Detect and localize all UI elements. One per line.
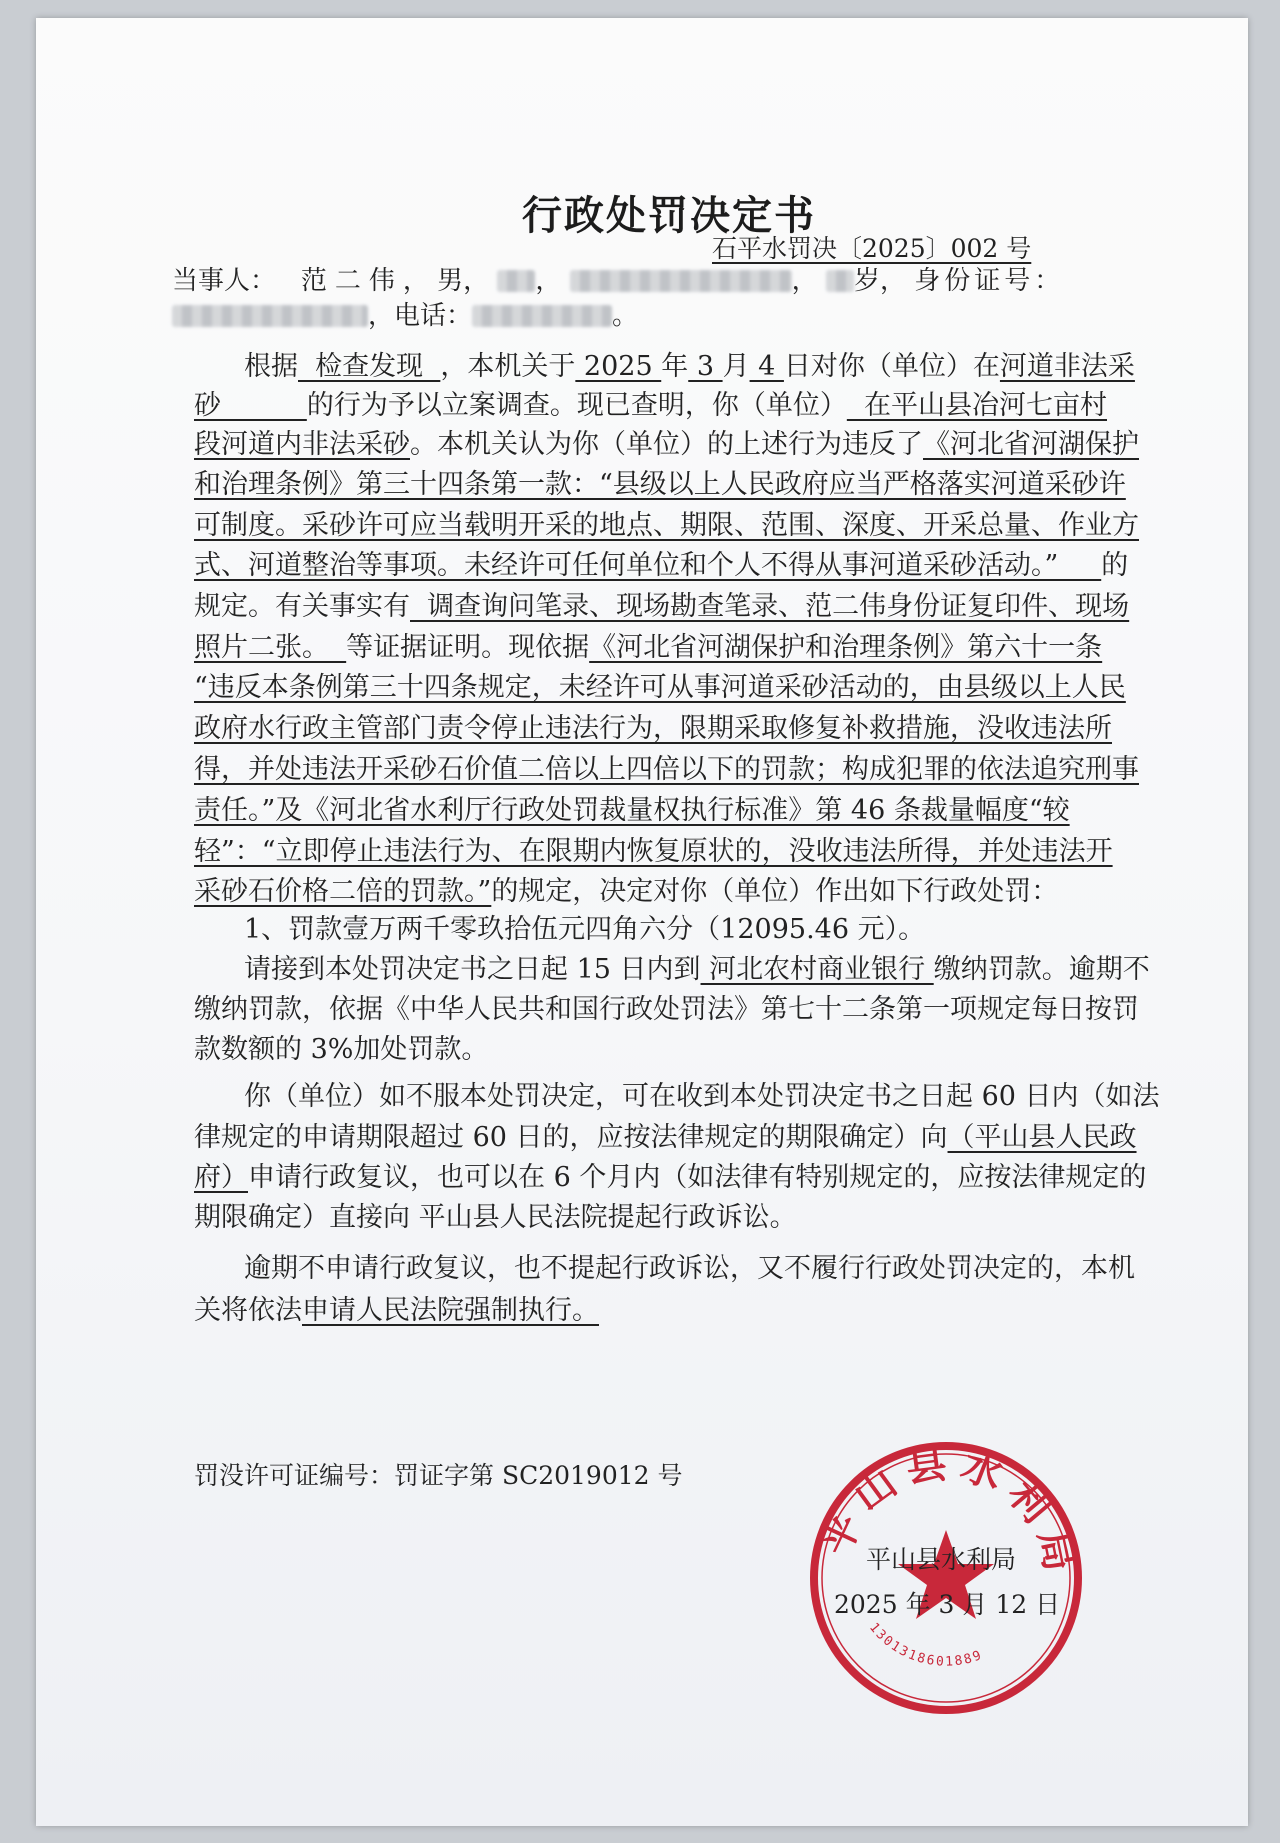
official-seal: [806, 1438, 1086, 1718]
seal-ring-path: 平山县水利局: [811, 1438, 1086, 1585]
body-line: [194, 996, 1139, 1023]
body-line: [194, 1297, 599, 1324]
body-line: [244, 1255, 1135, 1282]
body-text: 请接到本处罚决定书之日起 15 日内到: [244, 954, 701, 985]
underlined-fill-in: 4: [749, 351, 784, 382]
underlined-fill-in: 采砂石价格二倍的罚款。”: [194, 876, 492, 907]
body-line: [194, 392, 1107, 419]
underlined-fill-in: 式、河道整治等事项。未经许可任何单位和个人不得从事河道采砂活动。”: [194, 550, 1102, 581]
party-phone-label: ，电话：: [368, 301, 473, 331]
body-line: [194, 756, 1139, 783]
redacted-phone: [472, 305, 612, 327]
body-line: [194, 1036, 488, 1063]
underlined-fill-in: 责任。”及《河北省水利厅行政处罚裁量权执行标准》第 46 条裁量幅度“较: [194, 795, 1070, 826]
underlined-fill-in: 申请人民法院强制执行。: [302, 1295, 599, 1326]
body-text: 规定。有关事实有: [194, 591, 410, 622]
underlined-fill-in: 砂: [194, 390, 307, 421]
body-text: 关将依法: [194, 1295, 302, 1326]
signature-org: 平山县水利局: [866, 1545, 1017, 1574]
body-text: 缴纳罚款，依据《中华人民共和国行政处罚法》第七十二条第一项规定每日按罚: [194, 994, 1139, 1025]
body-line: [194, 1164, 1146, 1191]
document-number: 石平水罚决〔2025〕002 号: [712, 234, 1032, 263]
body-line: [244, 1083, 1160, 1110]
redacted-age: [826, 270, 854, 292]
redacted-id-number: [172, 305, 368, 327]
underlined-fill-in: （平山县人民政: [947, 1122, 1137, 1153]
body-text: 1、罚款壹万两千零玖拾伍元四角六分（12095.46 元）。: [244, 914, 926, 945]
signature-date: 2025 年 3 月 12 日: [834, 1590, 1061, 1619]
party-name: 范二伟: [300, 266, 403, 296]
underlined-fill-in: 3: [688, 351, 723, 382]
document-sheet: [36, 18, 1248, 1826]
party-age-suffix: 岁，: [853, 266, 906, 296]
body-line: [194, 1124, 1137, 1151]
body-line: [194, 552, 1128, 579]
underlined-fill-in: “违反本条例第三十四条规定，未经许可从事河道采砂活动的，由县级以上人民: [194, 672, 1126, 703]
redacted-address: [570, 270, 792, 292]
license-number-line: 罚没许可证编号：罚证字第 SC2019012 号: [194, 1461, 683, 1490]
body-line: [194, 512, 1139, 539]
body-text: 日对你（单位）在: [783, 351, 1000, 382]
party-line: 当事人： 范二伟， 男， ， ， 岁， 身份证号：: [172, 266, 1065, 296]
underlined-fill-in: 得，并处违法开采砂石价值二倍以上四倍以下的罚款；构成犯罪的依法追究刑事: [194, 754, 1139, 785]
document-title: 行政处罚决定书: [522, 193, 816, 239]
body-line: [194, 431, 1139, 458]
underlined-fill-in: 政府水行政主管部门责令停止违法行为，限期采取修复补救措施，没收违法所: [194, 713, 1112, 744]
body-text: 你（单位）如不服本处罚决定，可在收到本处罚决定书之日起 60 日内（如法: [244, 1081, 1160, 1112]
party-id-label: 身份证号：: [914, 266, 1065, 296]
party-sex: 男，: [437, 266, 490, 296]
body-text: 的: [1101, 550, 1129, 581]
redacted-ethnicity: [497, 270, 535, 292]
underlined-fill-in: 河道非法采: [999, 351, 1135, 382]
underlined-fill-in: 在平山县冶河七亩村: [846, 390, 1107, 421]
body-line: [194, 797, 1070, 824]
body-line: [194, 471, 1126, 498]
party-label: 当事人：: [172, 266, 277, 296]
body-text: 款数额的 3%加处罚款。: [194, 1034, 489, 1065]
seal-code: [866, 1620, 985, 1670]
body-text: 。本机关认为你（单位）的上述行为违反了: [410, 429, 923, 460]
body-text: 月: [722, 351, 750, 382]
underlined-fill-in: 《河北省河湖保护: [923, 429, 1139, 460]
body-text: 申请行政复议，也可以在 6 个月内（如法律有特别规定的，应按法律规定的: [248, 1162, 1147, 1193]
body-line: [244, 353, 1135, 380]
body-line: [194, 634, 1102, 661]
underlined-fill-in: 府）: [194, 1162, 248, 1193]
body-line: [194, 838, 1113, 865]
body-text: 律规定的申请期限超过 60 日的，应按法律规定的期限确定）向: [194, 1122, 948, 1153]
body-text: ，本机关于: [440, 351, 576, 382]
body-text: 年: [661, 351, 689, 382]
body-line: [194, 593, 1129, 620]
underlined-fill-in: 照片二张。: [194, 632, 347, 663]
body-line: [194, 715, 1112, 742]
body-text: 逾期不申请行政复议，也不提起行政诉讼，又不履行行政处罚决定的，本机: [244, 1253, 1135, 1284]
body-text: 的规定，决定对你（单位）作出如下行政处罚：: [491, 876, 1059, 907]
body-text: 缴纳罚款。逾期不: [933, 954, 1150, 985]
underlined-fill-in: 检查发现: [298, 351, 441, 382]
seal-code-path: 1301318601889: [866, 1620, 986, 1670]
underlined-fill-in: 段河道内非法采砂: [194, 429, 410, 460]
underlined-fill-in: 《河北省河湖保护和治理条例》第六十一条: [589, 632, 1103, 663]
body-text: 期限确定）直接向 平山县人民法院提起行政诉讼。: [194, 1202, 797, 1233]
body-line: [194, 878, 1058, 905]
body-line: [244, 916, 925, 943]
underlined-fill-in: 河北农村商业银行: [700, 954, 934, 985]
underlined-fill-in: 调查询问笔录、现场勘查笔录、范二伟身份证复印件、现场: [410, 591, 1130, 622]
body-text: 的行为予以立案调查。现已查明，你（单位）: [306, 390, 847, 421]
underlined-fill-in: 可制度。采砂许可应当载明开采的地点、期限、范围、深度、开采总量、作业方: [194, 510, 1139, 541]
body-text: 等证据证明。现依据: [346, 632, 590, 663]
body-line: [194, 1204, 797, 1231]
underlined-fill-in: 轻”：“立即停止违法行为、在限期内恢复原状的，没收违法所得，并处违法开: [194, 836, 1113, 867]
body-line: [244, 956, 1150, 983]
body-text: 根据: [244, 351, 298, 382]
party-line-2: ，电话： 。: [172, 303, 638, 329]
underlined-fill-in: 和治理条例》第三十四条第一款：“县级以上人民政府应当严格落实河道采砂许: [194, 469, 1126, 500]
body-line: [194, 674, 1126, 701]
underlined-fill-in: 2025: [575, 351, 662, 382]
